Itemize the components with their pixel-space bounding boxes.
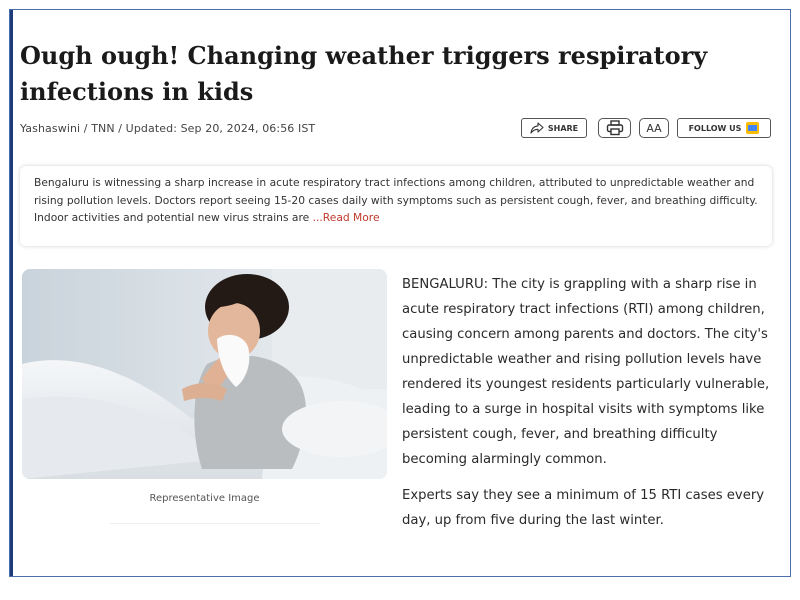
article-frame: [9, 9, 791, 577]
follow-label: FOLLOW US: [688, 123, 742, 133]
summary-body: Bengaluru is witnessing a sharp increase in acute respiratory tract infections among children, attributed to unpredictable weather and rising pollution levels. Doctors report seeing 15-20 cases daily with symptoms such as persistent cough, fever, and breathing difficulty. Indoor activities and potential new virus strains are: [34, 176, 758, 224]
article-headline: Ough ough! Changing weather triggers respiratory infections in kids: [20, 41, 708, 106]
print-button[interactable]: [598, 118, 631, 138]
share-button[interactable]: [521, 118, 587, 138]
body-paragraph: Experts say they see a minimum of 15 RTI cases every day, up from five during the last winter.: [402, 488, 765, 528]
printer-icon: [606, 120, 624, 136]
article-body: [402, 272, 774, 544]
text-size-button[interactable]: AA: [639, 118, 669, 138]
article-byline: Yashaswini / TNN / Updated: Sep 20, 2024, 06:56 IST: [20, 122, 316, 135]
article-summary-box: [20, 166, 772, 246]
google-news-icon: [746, 122, 759, 134]
image-caption: Representative Image: [149, 493, 260, 504]
body-paragraph: BENGALURU: The city is grappling with a sharp rise in acute respiratory tract infections (RTI) among children, causing concern among parents and doctors. The city's unpredictable weather and rising pollution levels have rendered its youngest residents particularly vulnerable, leading to a surge in hospital visits with symptoms like persistent cough, fever, and breathing difficulty becoming alarmingly common.: [402, 277, 770, 467]
article-image: [22, 269, 387, 479]
follow-us-button[interactable]: [677, 118, 771, 138]
child-coughing-illustration: [22, 269, 387, 479]
read-more-link[interactable]: ...Read More: [312, 211, 380, 224]
share-label: SHARE: [547, 123, 579, 133]
summary-text: [34, 174, 764, 227]
caption-divider: [110, 523, 320, 524]
share-arrow-icon: [530, 122, 544, 134]
